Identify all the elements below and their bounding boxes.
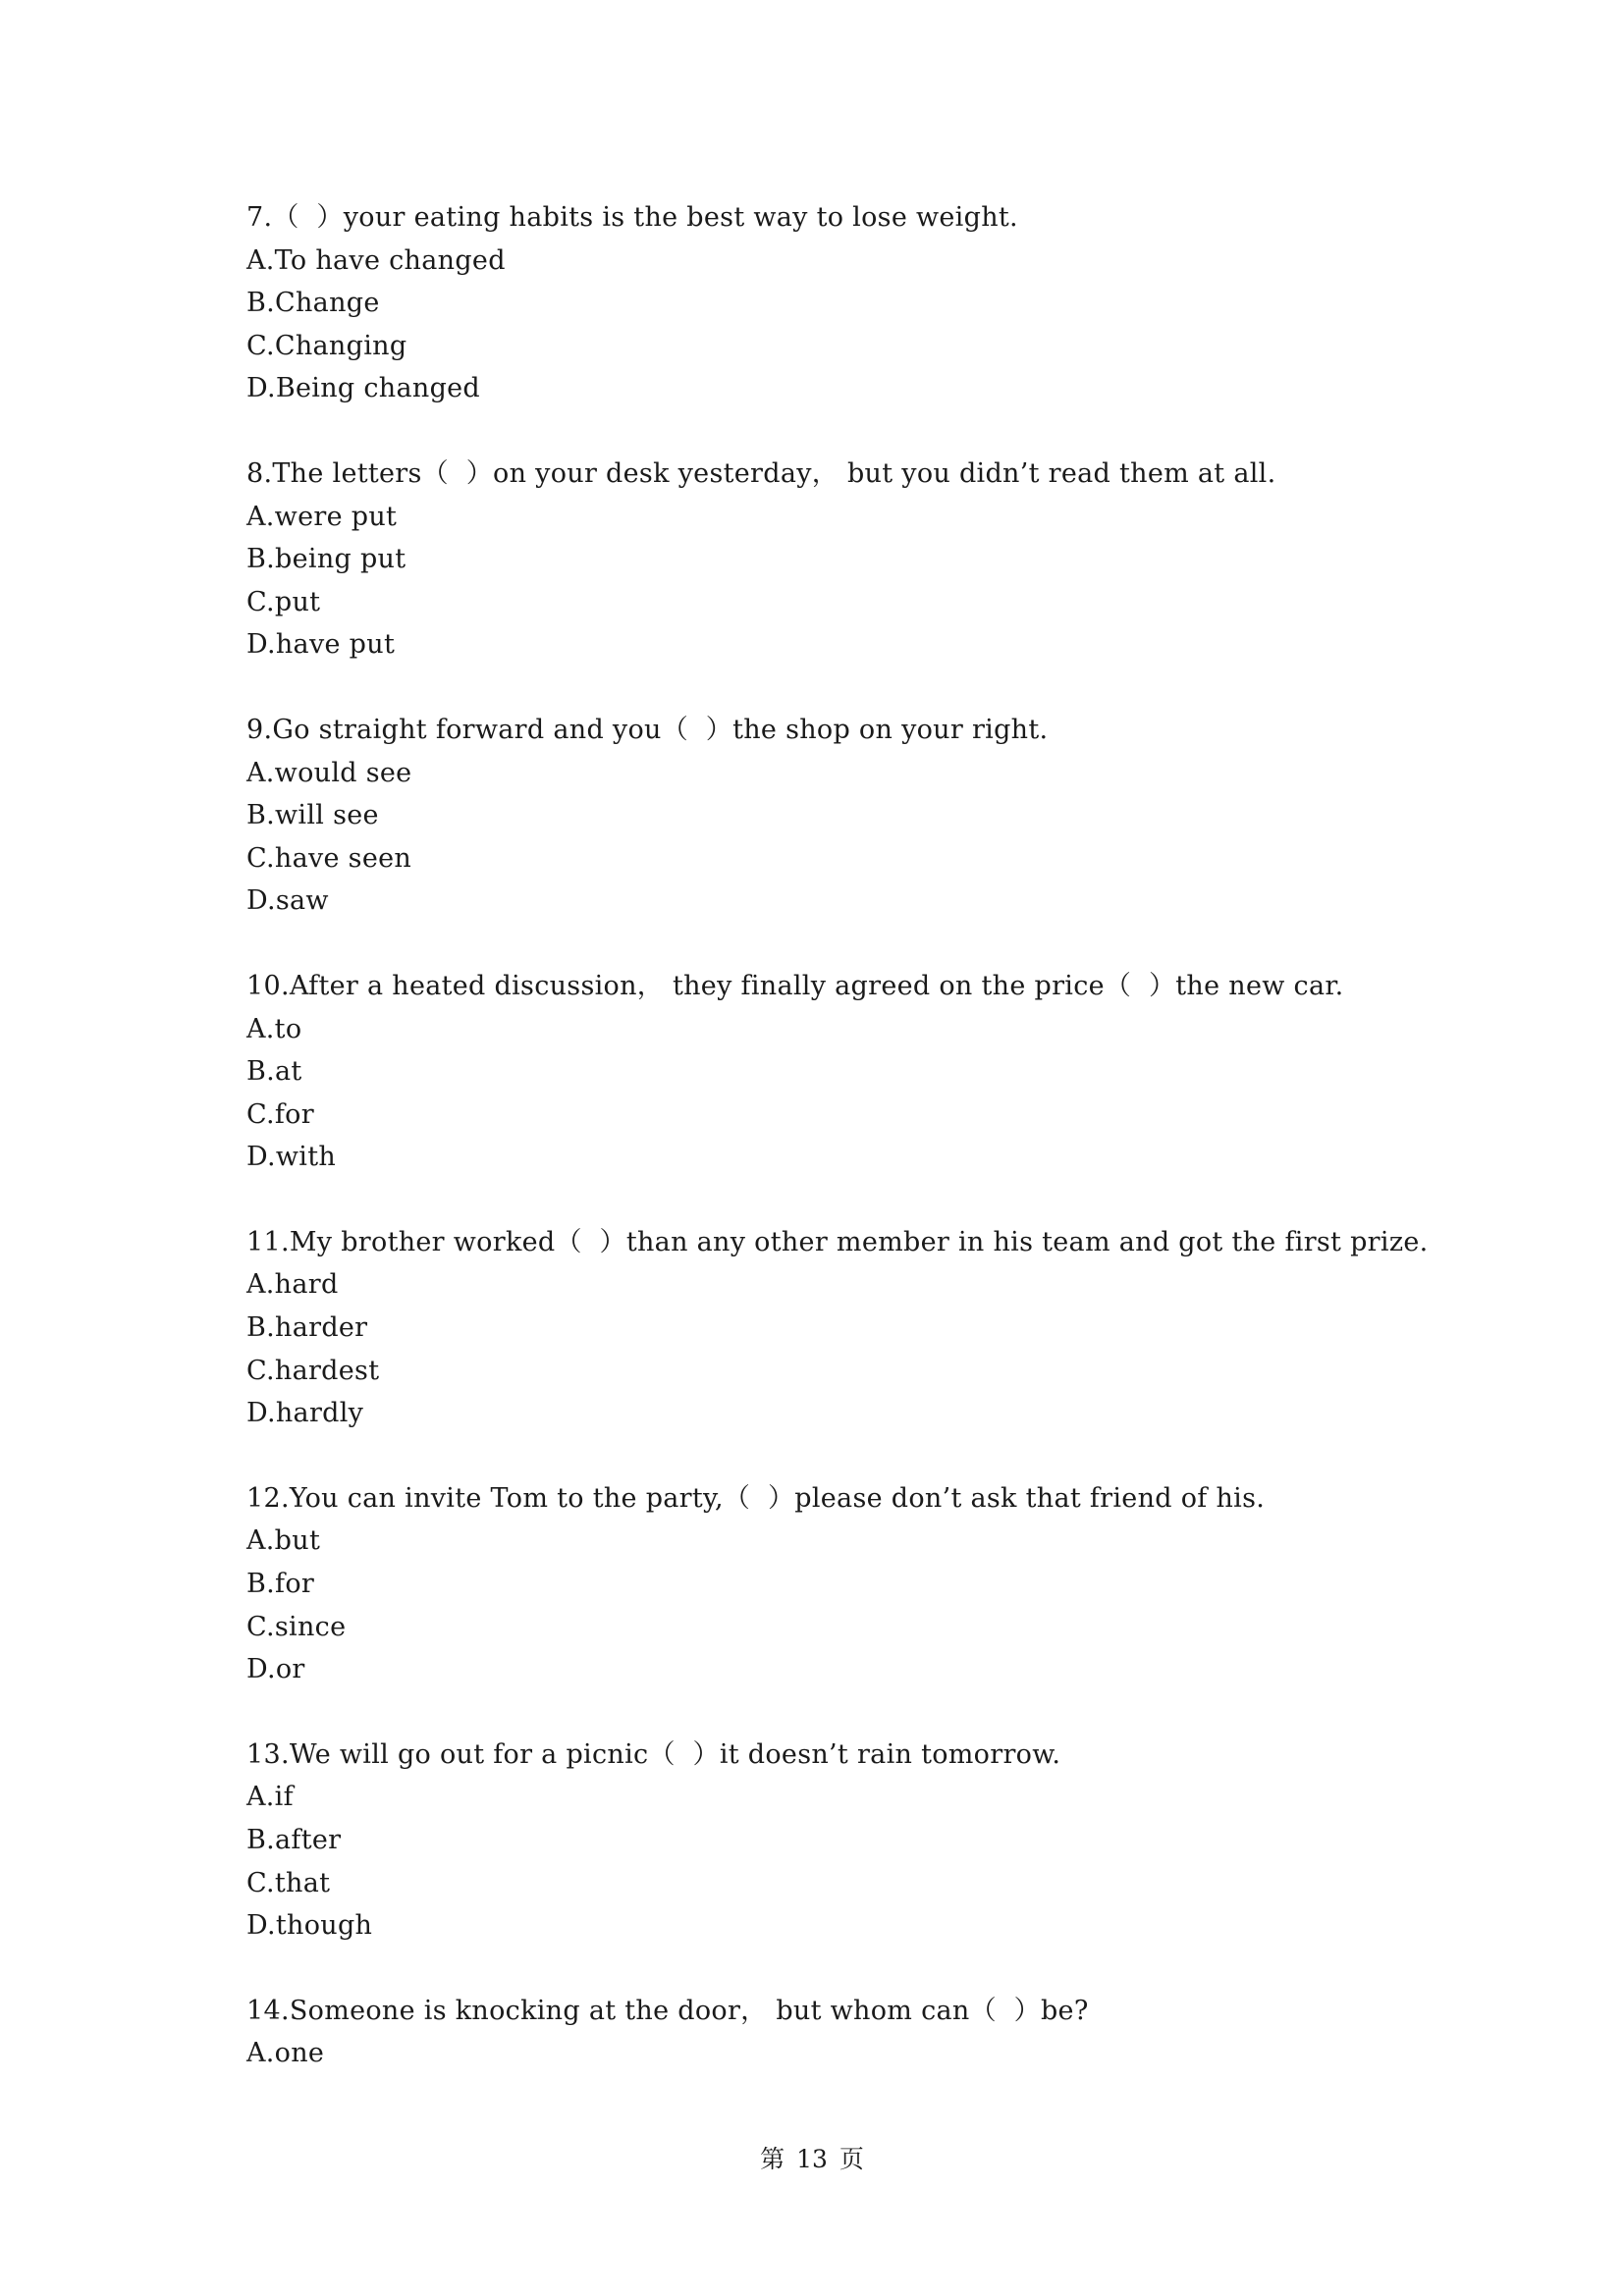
question-stem: 10.After a heated discussion， they finally agreed on the price（ ）the new car. <box>246 970 1344 1001</box>
option-c: C.hardest <box>246 1355 380 1386</box>
option-d: D.saw <box>246 885 329 917</box>
option-d: D.have put <box>246 629 396 661</box>
option-c: C.Changing <box>246 330 407 361</box>
question-8 <box>246 453 1405 667</box>
option-c: C.that <box>246 1867 331 1898</box>
page-suffix: 页 <box>839 2145 864 2173</box>
page-footer <box>0 2143 1624 2176</box>
option-b: B.for <box>246 1569 315 1600</box>
option-d: D.or <box>246 1654 305 1685</box>
question-stem: 8.The letters（ ）on your desk yesterday， but you didn’t read them at all. <box>246 457 1276 489</box>
option-d: D.Being changed <box>246 373 481 404</box>
option-d: D.though <box>246 1910 373 1942</box>
question-14 <box>246 1990 1405 2075</box>
question-13 <box>246 1734 1405 1948</box>
question-list <box>246 196 1429 2117</box>
question-11 <box>246 1221 1429 1435</box>
question-stem: 14.Someone is knocking at the door， but whom can（ ）be? <box>246 1995 1089 2026</box>
page-prefix: 第 <box>760 2145 785 2173</box>
question-stem: 12.You can invite Tom to the party,（ ）please don’t ask that friend of his. <box>246 1482 1266 1514</box>
option-b: B.being put <box>246 544 406 575</box>
option-c: C.have seen <box>246 842 412 874</box>
question-10 <box>246 965 1405 1179</box>
option-a: A.To have changed <box>246 244 506 276</box>
option-b: B.Change <box>246 288 380 319</box>
option-a: A.were put <box>246 501 398 532</box>
option-b: B.after <box>246 1825 342 1855</box>
option-d: D.hardly <box>246 1398 364 1429</box>
question-stem: 9.Go straight forward and you（ ）the shop on your right. <box>246 714 1049 745</box>
option-a: A.one <box>246 2038 325 2069</box>
question-stem: 13.We will go out for a picnic（ ）it doesn’t rain tomorrow. <box>246 1738 1061 1770</box>
question-7 <box>246 196 1405 410</box>
option-a: A.hard <box>246 1269 339 1301</box>
option-c: C.put <box>246 586 321 617</box>
question-12 <box>246 1477 1405 1691</box>
option-b: B.harder <box>246 1312 368 1344</box>
option-a: A.would see <box>246 757 412 788</box>
question-stem: 7.（ ）your eating habits is the best way to lose weight. <box>246 202 1018 233</box>
option-c: C.since <box>246 1611 347 1642</box>
question-9 <box>246 709 1405 923</box>
option-a: A.but <box>246 1525 321 1557</box>
option-a: A.to <box>246 1013 302 1044</box>
option-c: C.for <box>246 1098 314 1130</box>
question-stem: 11.My brother worked（ ）than any other member in his team and got the first prize. <box>246 1226 1429 1257</box>
option-d: D.with <box>246 1142 337 1173</box>
option-b: B.at <box>246 1056 302 1088</box>
option-b: B.will see <box>246 800 379 831</box>
page-number: 13 <box>796 2145 828 2173</box>
option-a: A.if <box>246 1782 294 1813</box>
